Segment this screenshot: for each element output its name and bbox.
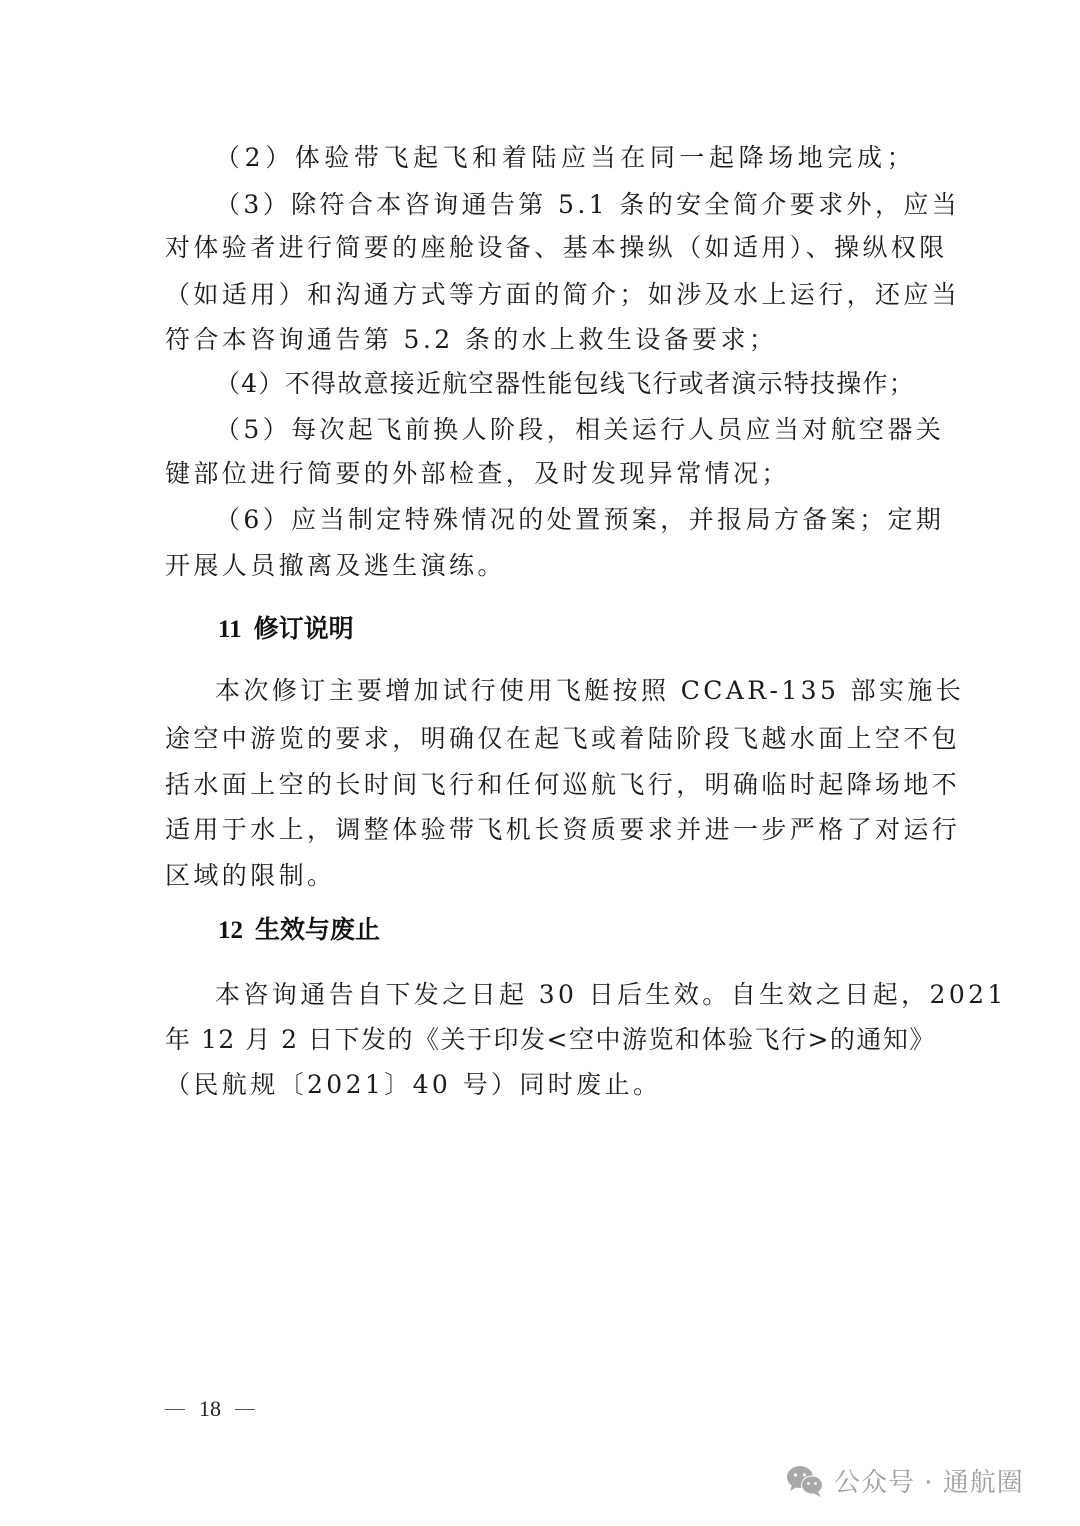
section-11-line-4: 适用于水上，调整体验带飞机长资质要求并进一步严格了对运行 xyxy=(165,815,961,844)
list-item-5-line-1: （5）每次起飞前换人阶段，相关运行人员应当对航空器关 xyxy=(215,415,945,444)
section-11-title: 修订说明 xyxy=(253,614,354,643)
list-item-2-line-1: （2）体验带飞起飞和着陆应当在同一起降场地完成； xyxy=(215,143,915,172)
list-item-5-line-2: 键部位进行简要的外部检查，及时发现异常情况； xyxy=(165,459,790,488)
section-12-number: 12 xyxy=(218,917,243,944)
list-item-3-line-3: （如适用）和沟通方式等方面的简介；如涉及水上运行，还应当 xyxy=(165,280,961,309)
list-item-3-line-4: 符合本咨询通告第 5.2 条的水上救生设备要求； xyxy=(165,325,778,354)
list-item-6-line-1: （6）应当制定特殊情况的处置预案，并报局方备案；定期 xyxy=(215,505,945,534)
page-number-dash-right xyxy=(235,1409,255,1410)
section-12-line-3: （民航规〔2021〕40 号）同时废止。 xyxy=(165,1070,662,1099)
wechat-icon xyxy=(786,1464,826,1498)
list-item-4-line-1: （4）不得故意接近航空器性能包线飞行或者演示特技操作； xyxy=(215,369,915,398)
section-12-line-2: 年 12 月 2 日下发的《关于印发<空中游览和体验飞行>的通知》 xyxy=(165,1025,936,1054)
page-number-value: 18 xyxy=(199,1396,221,1421)
section-11-number: 11 xyxy=(218,616,242,643)
list-item-3-line-2: 对体验者进行简要的座舱设备、基本操纵（如适用）、操纵权限 xyxy=(165,233,948,262)
section-12-heading xyxy=(218,913,380,948)
section-11-line-1: 本次修订主要增加试行使用飞艇按照 CCAR-135 部实施长 xyxy=(215,676,965,705)
page-number xyxy=(165,1396,255,1422)
watermark-text: 公众号 · 通航圈 xyxy=(834,1468,1024,1498)
list-item-3-line-1: （3）除符合本咨询通告第 5.1 条的安全简介要求外，应当 xyxy=(215,190,961,219)
section-12-title: 生效与废止 xyxy=(255,915,381,944)
section-11-line-5: 区域的限制。 xyxy=(165,861,336,890)
section-11-line-2: 途空中游览的要求，明确仅在起飞或着陆阶段飞越水面上空不包 xyxy=(165,724,961,753)
wechat-watermark xyxy=(786,1462,1024,1499)
section-11-line-3: 括水面上空的长时间飞行和任何巡航飞行，明确临时起降场地不 xyxy=(165,770,961,799)
section-12-line-1: 本咨询通告自下发之日起 30 日后生效。自生效之日起，2021 xyxy=(215,980,1007,1009)
section-11-heading xyxy=(218,612,354,647)
page-number-dash-left xyxy=(165,1409,185,1410)
list-item-6-line-2: 开展人员撤离及逃生演练。 xyxy=(165,551,506,580)
